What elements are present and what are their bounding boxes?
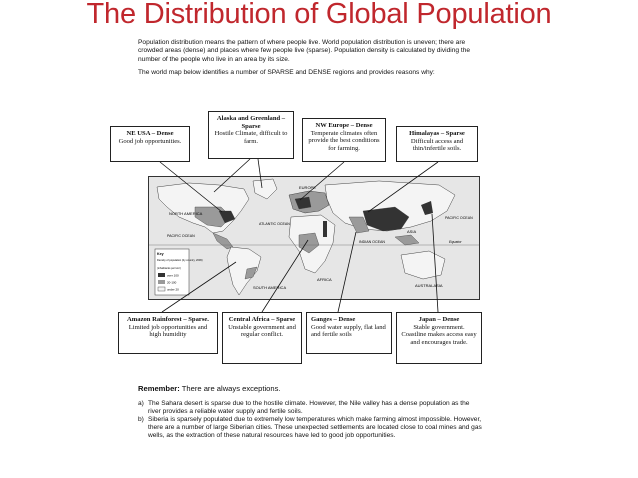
callout-body: Good water supply, flat land and fertile soils	[311, 323, 386, 339]
key-mid: 20-100	[167, 280, 177, 285]
remember-section	[138, 385, 483, 441]
label-africa: AFRICA	[317, 277, 332, 282]
exception-item	[138, 416, 483, 440]
label-south-america: SOUTH AMERICA	[253, 285, 287, 290]
callout-amazon-rainforest	[118, 312, 218, 354]
label-pacific-ocean-right: PACIFIC OCEAN	[445, 216, 473, 220]
callout-title: NE USA – Dense	[126, 130, 174, 137]
callout-body: Limited job opportunities and high humidity	[128, 323, 208, 339]
label-indian-ocean: INDIAN OCEAN	[359, 240, 385, 244]
page-title: The Distribution of Global Population	[86, 0, 552, 30]
label-equator: Equator	[449, 240, 462, 244]
label-asia: ASIA	[407, 229, 417, 234]
callout-title: Ganges – Dense	[311, 316, 356, 323]
callout-central-africa	[222, 312, 302, 364]
callout-body: Temperate climates often provide the best conditions for farming.	[308, 129, 380, 152]
callout-title: Alaska and Greenland – Sparse	[216, 115, 286, 130]
callout-body: Good job opportunities.	[118, 137, 182, 145]
label-atlantic-ocean: ATLANTIC OCEAN	[259, 222, 290, 226]
remember-text: There are always exceptions.	[179, 384, 281, 393]
key-unit: (inhabitants per km²)	[157, 267, 181, 270]
label-australasia: AUSTRALASIA	[415, 283, 443, 288]
callout-body: Unstable government and regular conflict.	[228, 323, 296, 339]
callout-title: Central Africa – Sparse	[228, 316, 296, 323]
exception-marker: b)	[138, 416, 144, 424]
callout-japan	[396, 312, 482, 364]
callout-title: Amazon Rainforest – Sparse.	[127, 316, 209, 323]
label-europe: EUROPE	[299, 185, 316, 190]
callout-body: Stable government. Coastline makes access easy and encourages trade.	[401, 323, 477, 346]
callout-title: Himalayas – Sparse	[409, 130, 465, 137]
key-subtitle: Density of population (by country, 2006)	[157, 259, 203, 262]
exceptions-list	[138, 400, 483, 440]
callout-body: Hostile Climate, difficult to farm.	[214, 130, 288, 145]
key-over: over 100	[167, 273, 179, 278]
exception-marker: a)	[138, 400, 144, 408]
exception-item	[138, 400, 483, 416]
callout-title: Japan – Dense	[418, 316, 460, 323]
callout-ganges	[306, 312, 392, 354]
callout-body: Difficult access and thin/infertile soils.	[410, 137, 464, 153]
exception-text: The Sahara desert is sparse due to the hostile climate. However, the Nile valley has a dense population as the river provides a reliable water supply and fertile soils.	[148, 400, 470, 416]
key-title: Key	[157, 252, 164, 256]
exception-text: Siberia is sparsely populated due to extremely low temperatures which make farming almost impossible. However, there are a number of large Siberian cities. These unexpected settlements are located close to coal mines and gas wells, as the extraction of these natural resources have led to good job opportunities.	[148, 416, 482, 440]
callout-title: NW Europe – Dense	[315, 122, 373, 129]
remember-label: Remember:	[138, 384, 180, 393]
remember-heading	[138, 385, 483, 393]
intro-paragraph-1: Population distribution means the pattern of where people live. World population distribution is uneven; there are crowded areas (dense) and places where few people live (sparse). Population density is calculated by dividing the number of the people who live in an area by its size.	[138, 39, 471, 63]
label-north-america: NORTH AMERICA	[169, 211, 203, 216]
key-under: under 20	[167, 287, 179, 292]
intro-paragraph-2: The world map below identifies a number of SPARSE and DENSE regions and provides reasons why:	[138, 69, 435, 77]
label-pacific-ocean-left: PACIFIC OCEAN	[167, 234, 195, 238]
